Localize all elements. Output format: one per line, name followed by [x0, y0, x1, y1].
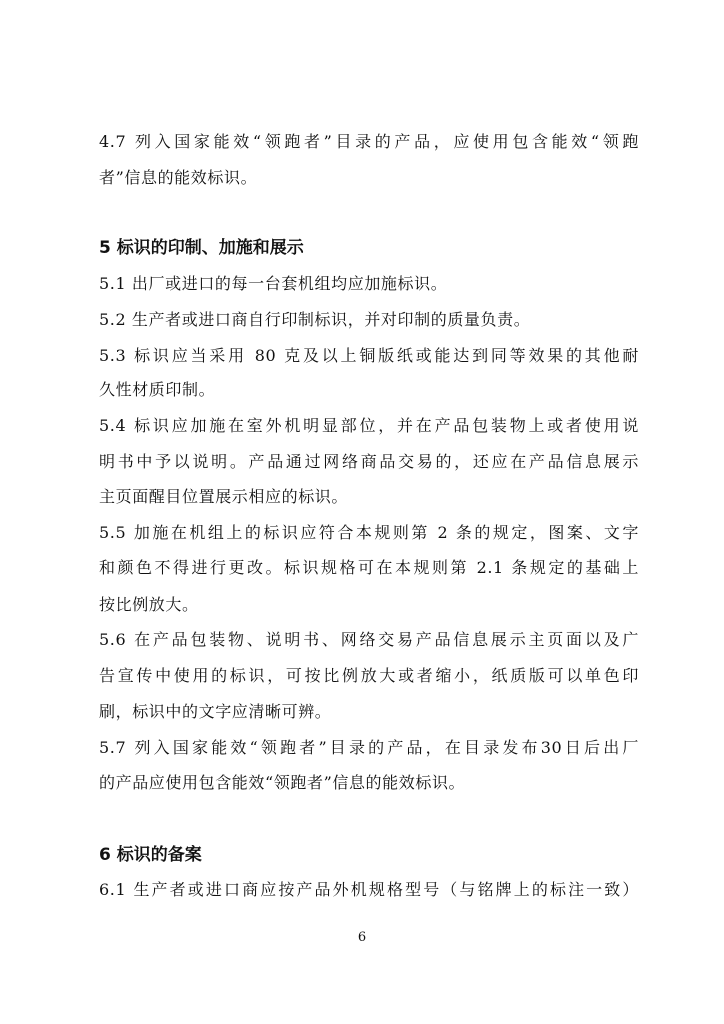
section-6-heading: 6 标识的备案 — [99, 845, 202, 865]
paragraph-5-4-line-1: 5.4 标识应加施在室外机明显部位，并在产品包装物上或者使用说 — [99, 416, 639, 435]
paragraph-5-5-line-1: 5.5 加施在机组上的标识应符合本规则第 2 条的规定，图案、文字 — [99, 523, 639, 542]
paragraph-4-7-line-2: 者”信息的能效标识。 — [99, 168, 258, 187]
paragraph-5-5-line-2: 和颜色不得进行更改。标识规格可在本规则第 2.1 条规定的基础上 — [99, 558, 639, 577]
paragraph-4-7-line-1: 4.7 列入国家能效“领跑者”目录的产品，应使用包含能效“领跑 — [99, 132, 639, 151]
paragraph-5-7-line-2: 的产品应使用包含能效“领跑者”信息的能效标识。 — [99, 773, 466, 792]
paragraph-5-3-line-2: 久性材质印制。 — [99, 380, 216, 399]
section-5-heading: 5 标识的印制、加施和展示 — [99, 238, 304, 258]
paragraph-5-4-line-3: 主页面醒目位置展示相应的标识。 — [99, 487, 349, 506]
paragraph-5-6-line-1: 5.6 在产品包装物、说明书、网络交易产品信息展示主页面以及广 — [99, 630, 639, 649]
paragraph-5-5-line-3: 按比例放大。 — [99, 595, 199, 614]
page-number: 6 — [357, 930, 367, 945]
paragraph-5-7-line-1: 5.7 列入国家能效“领跑者”目录的产品，在目录发布30日后出厂 — [99, 738, 639, 757]
paragraph-5-1-line-1: 5.1 出厂或进口的每一台套机组均应加施标识。 — [99, 274, 448, 293]
paragraph-5-4-line-2: 明书中予以说明。产品通过网络商品交易的，还应在产品信息展示 — [99, 452, 639, 471]
paragraph-5-6-line-2: 告宣传中使用的标识，可按比例放大或者缩小，纸质版可以单色印 — [99, 666, 639, 685]
paragraph-6-1-line-1: 6.1 生产者或进口商应按产品外机规格型号（与铭牌上的标注一致） — [99, 880, 639, 899]
paragraph-5-2-line-1: 5.2 生产者或进口商自行印制标识，并对印制的质量负责。 — [99, 310, 531, 329]
paragraph-5-3-line-1: 5.3 标识应当采用 80 克及以上铜版纸或能达到同等效果的其他耐 — [99, 346, 639, 365]
paragraph-5-6-line-3: 刷，标识中的文字应清晰可辨。 — [99, 702, 332, 721]
